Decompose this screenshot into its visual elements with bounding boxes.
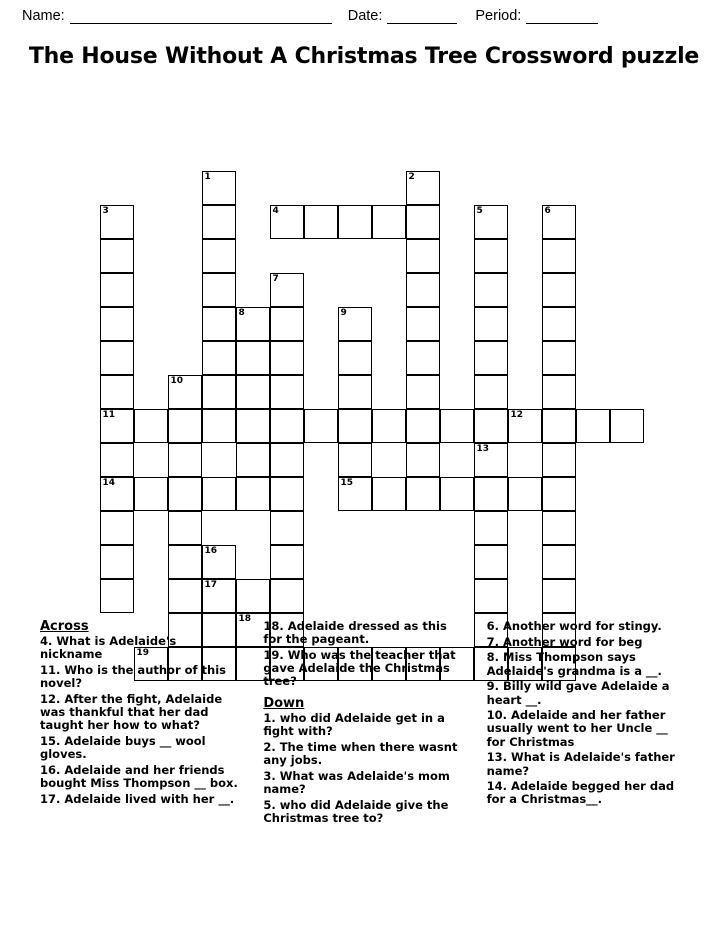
name-label: Name:: [22, 8, 65, 24]
grid-cell[interactable]: [372, 477, 406, 511]
clue-item: 8. Miss Thompson says Adelaide's grandma is a __.: [486, 650, 662, 678]
grid-cell[interactable]: [202, 307, 236, 341]
grid-cell[interactable]: [100, 273, 134, 307]
grid-cell[interactable]: [406, 443, 440, 477]
grid-cell[interactable]: [372, 409, 406, 443]
grid-cell[interactable]: [270, 409, 304, 443]
grid-cell[interactable]: [168, 511, 202, 545]
cell-number: 9: [340, 308, 347, 318]
grid-cell[interactable]: [100, 307, 134, 341]
grid-cell[interactable]: [100, 545, 134, 579]
grid-cell[interactable]: [542, 579, 576, 613]
grid-cell[interactable]: [338, 375, 372, 409]
grid-cell[interactable]: [406, 341, 440, 375]
grid-cell[interactable]: [542, 443, 576, 477]
clue-item: 3. What was Adelaide's mom name?: [263, 769, 450, 797]
grid-cell[interactable]: [236, 477, 270, 511]
grid-cell[interactable]: [474, 477, 508, 511]
grid-cell[interactable]: [100, 579, 134, 613]
grid-cell[interactable]: [236, 409, 270, 443]
grid-cell[interactable]: [406, 205, 440, 239]
grid-cell[interactable]: [338, 409, 372, 443]
grid-cell[interactable]: [236, 443, 270, 477]
grid-cell[interactable]: [406, 375, 440, 409]
grid-cell[interactable]: [236, 307, 270, 341]
grid-cell[interactable]: [236, 375, 270, 409]
cell-number: 10: [170, 376, 184, 386]
across-heading: Across: [40, 619, 89, 634]
grid-cell[interactable]: [270, 545, 304, 579]
grid-cell[interactable]: [270, 511, 304, 545]
grid-cell[interactable]: [168, 579, 202, 613]
date-label: Date:: [347, 8, 383, 24]
clue-item: 10. Adelaide and her father usually went to her Uncle __ for Christmas: [486, 708, 668, 749]
grid-cell[interactable]: [100, 341, 134, 375]
cell-number: 11: [102, 410, 116, 420]
down-heading: Down: [263, 696, 305, 712]
grid-cell[interactable]: [474, 443, 508, 477]
grid-cell[interactable]: [202, 409, 236, 443]
clue-item: 17. Adelaide lived with her __.: [40, 791, 235, 806]
grid-cell[interactable]: [304, 205, 338, 239]
clue-item: 15. Adelaide buys __ wool gloves.: [40, 734, 206, 762]
grid-cell[interactable]: [542, 409, 576, 443]
clue-item: 7. Another word for beg: [486, 634, 643, 649]
grid-cell[interactable]: [406, 477, 440, 511]
cell-number: 13: [476, 444, 490, 454]
grid-cell[interactable]: [134, 409, 168, 443]
grid-cell[interactable]: [338, 443, 372, 477]
grid-cell[interactable]: [270, 273, 304, 307]
cell-number: 6: [544, 206, 551, 216]
grid-cell[interactable]: [168, 375, 202, 409]
name-input-line[interactable]: [70, 9, 332, 24]
grid-cell[interactable]: [610, 409, 644, 443]
grid-cell[interactable]: [202, 477, 236, 511]
grid-cell[interactable]: [270, 477, 304, 511]
grid-cell[interactable]: [338, 477, 372, 511]
grid-cell[interactable]: [338, 341, 372, 375]
grid-cell[interactable]: [202, 171, 236, 205]
grid-cell[interactable]: [202, 205, 236, 239]
period-label: Period:: [475, 8, 522, 24]
grid-cell[interactable]: [542, 205, 576, 239]
grid-cell[interactable]: [372, 205, 406, 239]
grid-cell[interactable]: [202, 239, 236, 273]
grid-cell[interactable]: [270, 307, 304, 341]
grid-cell[interactable]: [474, 409, 508, 443]
grid-cell[interactable]: [542, 545, 576, 579]
cell-number: 16: [204, 546, 218, 556]
cell-number: 4: [272, 206, 279, 216]
grid-cell[interactable]: [406, 307, 440, 341]
grid-cell[interactable]: [202, 579, 236, 613]
cell-number: 17: [204, 580, 218, 590]
clues-section: [0, 620, 728, 880]
cell-number: 18: [238, 614, 252, 624]
grid-cell[interactable]: [202, 273, 236, 307]
date-field[interactable]: [348, 8, 458, 24]
grid-cell[interactable]: [100, 239, 134, 273]
grid-cell[interactable]: [440, 409, 474, 443]
grid-cell[interactable]: [270, 443, 304, 477]
grid-cell[interactable]: [168, 477, 202, 511]
grid-cell[interactable]: [100, 375, 134, 409]
grid-cell[interactable]: [202, 545, 236, 579]
grid-cell[interactable]: [508, 477, 542, 511]
clue-item: 11. Who is the author of this novel?: [40, 663, 227, 691]
grid-cell[interactable]: [338, 307, 372, 341]
clue-item: 19. Who was the teacher that gave Adelaide the Christmas tree?: [263, 647, 456, 689]
cell-number: 15: [340, 478, 354, 488]
grid-cell[interactable]: [474, 341, 508, 375]
grid-cell[interactable]: [474, 375, 508, 409]
grid-cell[interactable]: [542, 511, 576, 545]
grid-cell[interactable]: [406, 171, 440, 205]
cell-number: 19: [136, 648, 150, 658]
grid-cell[interactable]: [134, 477, 168, 511]
cell-number: 14: [102, 478, 116, 488]
grid-cell[interactable]: [542, 477, 576, 511]
grid-cell[interactable]: [474, 205, 508, 239]
clue-item: 4. What is Adelaide's nickname: [40, 634, 177, 662]
page-title: The House Without A Christmas Tree Crossword puzzle: [28, 44, 700, 69]
grid-cell[interactable]: [474, 545, 508, 579]
grid-cell[interactable]: [474, 579, 508, 613]
grid-cell[interactable]: [406, 239, 440, 273]
clue-item: 13. What is Adelaide's father name?: [486, 750, 675, 778]
clue-item: 5. who did Adelaide give the Christmas tree to?: [263, 797, 449, 826]
clue-item: 14. Adelaide begged her dad for a Christmas__.: [486, 779, 675, 807]
grid-cell[interactable]: [542, 375, 576, 409]
grid-cell[interactable]: [474, 511, 508, 545]
cell-number: 1: [204, 172, 211, 182]
grid-cell[interactable]: [100, 511, 134, 545]
grid-cell[interactable]: [100, 477, 134, 511]
grid-cell[interactable]: [168, 443, 202, 477]
grid-cell[interactable]: [168, 409, 202, 443]
grid-cell[interactable]: [168, 545, 202, 579]
grid-cell[interactable]: [474, 307, 508, 341]
grid-cell[interactable]: [304, 409, 338, 443]
grid-cell[interactable]: [406, 273, 440, 307]
cell-number: 12: [510, 410, 524, 420]
period-input-line[interactable]: [526, 9, 598, 24]
grid-cell[interactable]: [270, 341, 304, 375]
grid-cell[interactable]: [542, 341, 576, 375]
clue-item: 12. After the fight, Adelaide was thankful that her dad taught her how to what?: [40, 692, 223, 733]
grid-cell[interactable]: [542, 239, 576, 273]
name-field[interactable]: [22, 8, 332, 24]
grid-cell[interactable]: [542, 307, 576, 341]
grid-cell[interactable]: [236, 341, 270, 375]
clue-item: 9. Billy wild gave Adelaide a heart __.: [486, 679, 670, 707]
grid-cell[interactable]: [100, 205, 134, 239]
cell-number: 7: [272, 274, 279, 284]
grid-cell[interactable]: [270, 579, 304, 613]
grid-cell[interactable]: [440, 477, 474, 511]
grid-cell[interactable]: [270, 205, 304, 239]
cell-number: 3: [102, 206, 109, 216]
cell-number: 8: [238, 308, 245, 318]
clue-item: 1. who did Adelaide get in a fight with?: [263, 711, 445, 739]
clue-item: 2. The time when there wasnt any jobs.: [263, 740, 458, 768]
grid-cell[interactable]: [542, 273, 576, 307]
clue-item: 16. Adelaide and her friends bought Miss Thompson __ box.: [40, 763, 238, 791]
clue-item: 18. Adelaide dressed as this for the pageant.: [263, 619, 447, 647]
grid-cell[interactable]: [202, 375, 236, 409]
grid-cell[interactable]: [236, 579, 270, 613]
grid-cell[interactable]: [406, 409, 440, 443]
cell-number: 2: [408, 172, 415, 182]
grid-cell[interactable]: [474, 273, 508, 307]
date-input-line[interactable]: [387, 9, 457, 24]
cell-number: 5: [476, 206, 483, 216]
grid-cell[interactable]: [270, 375, 304, 409]
grid-cell[interactable]: [576, 409, 610, 443]
grid-cell[interactable]: [100, 443, 134, 477]
grid-cell[interactable]: [100, 409, 134, 443]
grid-cell[interactable]: [508, 409, 542, 443]
clue-item: 6. Another word for stingy.: [486, 619, 662, 633]
grid-cell[interactable]: [202, 341, 236, 375]
period-field[interactable]: [475, 8, 598, 24]
grid-cell[interactable]: [474, 239, 508, 273]
worksheet-header: [0, 0, 728, 24]
grid-cell[interactable]: [338, 205, 372, 239]
